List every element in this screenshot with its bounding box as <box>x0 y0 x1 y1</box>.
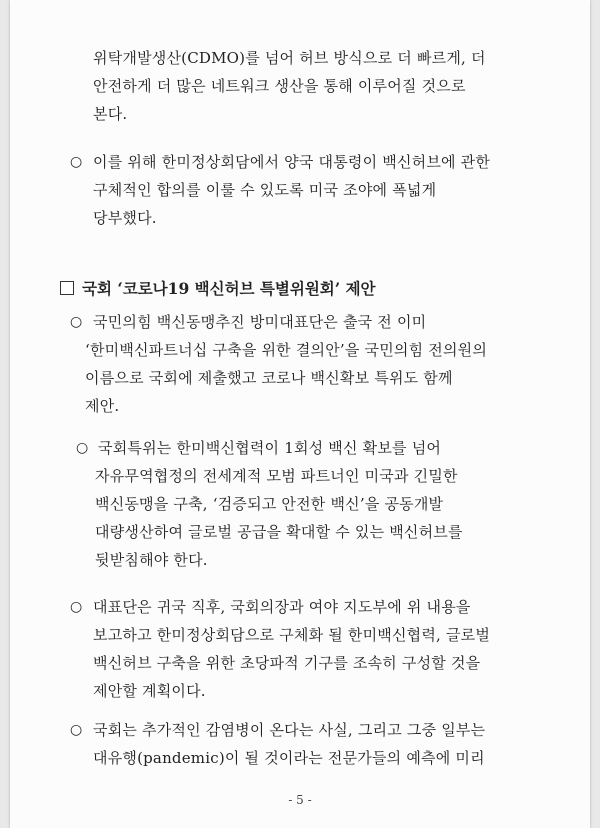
section-heading-text: 국회 ‘코로나19 백신허브 특별위원회’ 제안 <box>82 279 376 298</box>
circle-bullet-icon: ○ <box>70 722 83 738</box>
document-page <box>10 0 590 828</box>
text-line: 자유무역협정의 전세계적 모범 파트너인 미국과 긴밀한 <box>95 467 458 485</box>
text-line: 위탁개발생산(CDMO)를 넘어 허브 방식으로 더 빠르게, 더 <box>93 49 486 67</box>
text-line: 구체적인 합의를 이룰 수 있도록 미국 조야에 폭넓게 <box>93 181 437 199</box>
text-line: ‘한미백신파트너십 구축을 위한 결의안’을 국민의힘 전의원의 <box>85 341 488 359</box>
section-heading <box>60 278 376 300</box>
text-line: 대량생산하여 글로벌 공급을 확대할 수 있는 백신허브를 <box>95 523 463 541</box>
checkbox-square-icon <box>60 281 74 295</box>
page-number: - 5 - <box>288 793 312 807</box>
text-line: 국민의힘 백신동맹추진 방미대표단은 출국 전 이미 <box>93 313 427 331</box>
text-line: 당부했다. <box>93 209 157 227</box>
circle-bullet-icon: ○ <box>76 440 89 456</box>
text-line: 보고하고 한미정상회담으로 구체화 될 한미백신협력, 글로벌 <box>93 626 491 644</box>
circle-bullet-icon: ○ <box>70 314 83 330</box>
text-line: 대유행(pandemic)이 될 것이라는 전문가들의 예측에 미리 <box>93 749 485 767</box>
text-line: 이름으로 국회에 제출했고 코로나 백신확보 특위도 함께 <box>85 369 453 387</box>
text-line: 본다. <box>93 105 128 123</box>
text-line: 백신동맹을 구축, ‘검증되고 안전한 백신’을 공동개발 <box>95 495 444 513</box>
text-line: 국회는 추가적인 감염병이 온다는 사실, 그리고 그중 일부는 <box>93 721 486 739</box>
circle-bullet-icon: ○ <box>70 599 83 615</box>
text-line: 제안. <box>85 397 120 415</box>
circle-bullet-icon: ○ <box>70 154 83 170</box>
text-line: 백신허브 구축을 위한 초당파적 기구를 조속히 구성할 것을 <box>93 654 481 672</box>
text-line: 국회특위는 한미백신협력이 1회성 백신 확보를 넘어 <box>98 439 442 457</box>
text-line: 대표단은 귀국 직후, 국회의장과 여야 지도부에 위 내용을 <box>93 598 471 616</box>
text-line: 제안할 계획이다. <box>93 682 206 700</box>
text-line: 안전하게 더 많은 네트워크 생산을 통해 이루어질 것으로 <box>93 77 466 95</box>
text-line: 뒷받침해야 한다. <box>95 551 208 569</box>
text-line: 이를 위해 한미정상회담에서 양국 대통령이 백신허브에 관한 <box>93 153 491 171</box>
